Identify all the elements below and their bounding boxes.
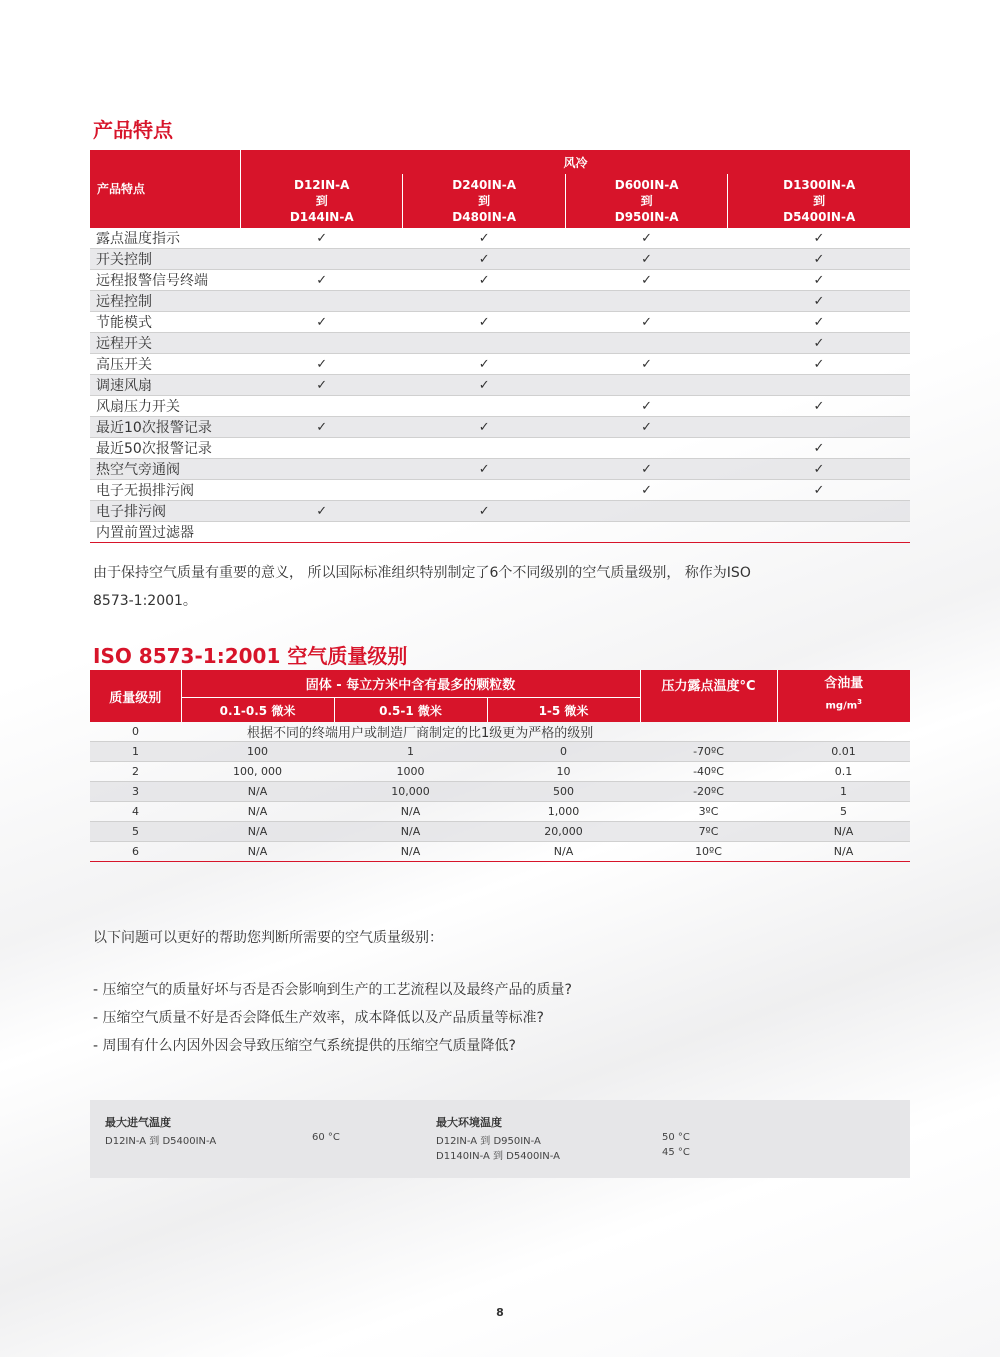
check-icon: ✓ (403, 459, 565, 480)
solids-header: 固体 - 每立方米中含有最多的颗粒数 (181, 670, 640, 698)
table-cell: N/A (487, 842, 640, 862)
table-cell: 100, 000 (181, 762, 334, 782)
page-number: 8 (496, 1306, 504, 1319)
check-icon: ✓ (241, 375, 403, 396)
table-cell: 3 (90, 782, 181, 802)
feature-name: 远程报警信号终端 (90, 270, 241, 291)
table-cell: 4 (90, 802, 181, 822)
table-cell: -20ºC (640, 782, 777, 802)
class-0-note: 根据不同的终端用户或制造厂商制定的比1级更为严格的级别 (181, 722, 910, 742)
model-to-word: 到 (478, 194, 491, 208)
dewpoint-header: 压力露点温度°C (640, 670, 777, 722)
empty-cell (565, 375, 727, 396)
check-icon: ✓ (728, 312, 910, 333)
table-cell: 1000 (334, 762, 487, 782)
table-row (90, 333, 910, 354)
check-icon: ✓ (565, 480, 727, 501)
empty-cell (565, 522, 727, 543)
oil-header-label: 含油量 (824, 676, 864, 691)
empty-cell (565, 291, 727, 312)
table-row (90, 782, 910, 802)
table-cell: N/A (181, 802, 334, 822)
check-icon: ✓ (565, 312, 727, 333)
table-cell: 20,000 (487, 822, 640, 842)
list-item: - 压缩空气的质量好坏与否是否会影响到生产的工艺流程以及最终产品的质量? (93, 976, 572, 1004)
check-icon: ✓ (565, 354, 727, 375)
table-cell: 0.1 (777, 762, 910, 782)
table-cell: 6 (90, 842, 181, 862)
check-icon: ✓ (403, 501, 565, 522)
ambient-range-2: D1140IN-A 到 D5400IN-A (436, 1151, 560, 1162)
iso-intro-line-1: 由于保持空气质量有重要的意义， 所以国际标准组织特别制定了6个不同级别的空气质量级别， 称作为ISO (93, 565, 751, 581)
model-to: D480IN-A (452, 210, 517, 224)
section-title-iso: ISO 8573-1:2001 空气质量级别 (93, 644, 408, 668)
check-icon: ✓ (728, 396, 910, 417)
check-icon: ✓ (728, 270, 910, 291)
table-row (90, 375, 910, 396)
empty-cell (241, 396, 403, 417)
quality-class-cell: 0 (90, 722, 181, 742)
empty-cell (403, 396, 565, 417)
check-icon: ✓ (565, 459, 727, 480)
feature-name: 远程开关 (90, 333, 241, 354)
table-cell: 1 (777, 782, 910, 802)
model-to-word: 到 (640, 194, 653, 208)
feature-name: 热空气旁通阀 (90, 459, 241, 480)
feature-name: 高压开关 (90, 354, 241, 375)
max-inlet-temp-label: 最大进气温度 (105, 1116, 171, 1129)
empty-cell (241, 291, 403, 312)
table-cell: 5 (90, 822, 181, 842)
model-from: D240IN-A (452, 178, 517, 192)
feature-name: 电子无损排污阀 (90, 480, 241, 501)
inlet-range: D12IN-A 到 D5400IN-A (105, 1136, 217, 1147)
empty-cell (728, 522, 910, 543)
iso-intro-line-2: 8573-1:2001。 (93, 593, 197, 609)
table-row (90, 742, 910, 762)
table-cell: 1,000 (487, 802, 640, 822)
check-icon: ✓ (565, 417, 727, 438)
check-icon: ✓ (241, 354, 403, 375)
feature-name: 最近10次报警记录 (90, 417, 241, 438)
table-row (90, 802, 910, 822)
check-icon: ✓ (403, 249, 565, 270)
oil-unit: $mg/m^3$ (825, 698, 863, 712)
empty-cell (728, 375, 910, 396)
check-icon: ✓ (241, 312, 403, 333)
check-icon: ✓ (728, 354, 910, 375)
list-item: - 周围有什么内因外因会导致压缩空气系统提供的压缩空气质量降低? (93, 1032, 572, 1060)
model-to: D5400IN-A (783, 210, 856, 224)
table-cell: 10,000 (334, 782, 487, 802)
check-icon: ✓ (403, 228, 565, 249)
table-cell: N/A (334, 822, 487, 842)
quality-class-header: 质量级别 (90, 670, 181, 722)
inlet-value: 60 °C (312, 1132, 340, 1143)
ambient-value-2: 45 °C (662, 1147, 690, 1158)
check-icon: ✓ (728, 480, 910, 501)
empty-cell (403, 522, 565, 543)
model-range-header (241, 174, 403, 228)
check-icon: ✓ (241, 228, 403, 249)
particle-size-header: 1-5 微米 (487, 698, 640, 723)
empty-cell (403, 480, 565, 501)
table-row (90, 354, 910, 375)
check-icon: ✓ (565, 396, 727, 417)
feature-name: 远程控制 (90, 291, 241, 312)
table-cell: N/A (777, 842, 910, 862)
table-row (90, 480, 910, 501)
feature-name: 开关控制 (90, 249, 241, 270)
table-row (90, 501, 910, 522)
empty-cell (565, 438, 727, 459)
table-row (90, 396, 910, 417)
table-cell: 7ºC (640, 822, 777, 842)
check-icon: ✓ (403, 375, 565, 396)
section-title-features: 产品特点 (93, 118, 173, 142)
table-cell: N/A (181, 782, 334, 802)
questions-intro: 以下问题可以更好的帮助您判断所需要的空气质量级别： (93, 930, 443, 946)
table-cell: 500 (487, 782, 640, 802)
empty-cell (728, 501, 910, 522)
table-row (90, 417, 910, 438)
check-icon: ✓ (728, 228, 910, 249)
air-cooled-header: 风冷 (241, 150, 911, 174)
table-row (90, 762, 910, 782)
check-icon: ✓ (403, 270, 565, 291)
empty-cell (241, 438, 403, 459)
table-cell: N/A (181, 822, 334, 842)
model-from: D12IN-A (294, 178, 350, 192)
model-to: D950IN-A (614, 210, 679, 224)
feature-name: 电子排污阀 (90, 501, 241, 522)
check-icon: ✓ (728, 333, 910, 354)
table-cell: 10ºC (640, 842, 777, 862)
model-to-word: 到 (315, 194, 328, 208)
check-icon: ✓ (241, 417, 403, 438)
table-cell: N/A (777, 822, 910, 842)
feature-name: 节能模式 (90, 312, 241, 333)
check-icon: ✓ (403, 312, 565, 333)
feature-name: 露点温度指示 (90, 228, 241, 249)
table-cell: 3ºC (640, 802, 777, 822)
check-icon: ✓ (565, 249, 727, 270)
check-icon: ✓ (565, 228, 727, 249)
table-row (90, 291, 910, 312)
table-row (90, 459, 910, 480)
list-item: - 压缩空气质量不好是否会降低生产效率，成本降低以及产品质量等标准? (93, 1004, 572, 1032)
table-row (90, 822, 910, 842)
empty-cell (403, 333, 565, 354)
table-cell: 0.01 (777, 742, 910, 762)
table-row (90, 722, 910, 742)
table-row (90, 270, 910, 291)
empty-cell (241, 480, 403, 501)
table-row (90, 842, 910, 862)
table-cell: 100 (181, 742, 334, 762)
model-to-word: 到 (813, 194, 826, 208)
table-row (90, 438, 910, 459)
table-cell: N/A (334, 842, 487, 862)
feature-name: 最近50次报警记录 (90, 438, 241, 459)
empty-cell (565, 333, 727, 354)
empty-cell (403, 291, 565, 312)
check-icon: ✓ (728, 291, 910, 312)
feature-name: 风扇压力开关 (90, 396, 241, 417)
check-icon: ✓ (565, 270, 727, 291)
feature-name: 调速风扇 (90, 375, 241, 396)
table-row (90, 228, 910, 249)
table-cell: 10 (487, 762, 640, 782)
features-corner-label: 产品特点 (90, 150, 241, 228)
table-cell: 1 (334, 742, 487, 762)
model-from: D1300IN-A (783, 178, 856, 192)
particle-size-header: 0.1-0.5 微米 (181, 698, 334, 723)
model-range-header (403, 174, 565, 228)
temperature-info-box (90, 1100, 910, 1178)
table-cell: -40ºC (640, 762, 777, 782)
empty-cell (403, 438, 565, 459)
check-icon: ✓ (403, 354, 565, 375)
table-cell: N/A (181, 842, 334, 862)
table-cell: N/A (334, 802, 487, 822)
model-range-header (728, 174, 910, 228)
ambient-value-1: 50 °C (662, 1132, 690, 1143)
quality-class-table (90, 670, 910, 862)
empty-cell (241, 522, 403, 543)
feature-name: 内置前置过滤器 (90, 522, 241, 543)
max-ambient-temp-label: 最大环境温度 (436, 1116, 502, 1129)
model-from: D600IN-A (614, 178, 679, 192)
empty-cell (241, 249, 403, 270)
particle-size-header: 0.5-1 微米 (334, 698, 487, 723)
table-row (90, 312, 910, 333)
table-cell: 2 (90, 762, 181, 782)
empty-cell (565, 501, 727, 522)
table-cell: -70ºC (640, 742, 777, 762)
check-icon: ✓ (728, 438, 910, 459)
model-range-header (565, 174, 727, 228)
oil-header (777, 670, 910, 722)
table-cell: 5 (777, 802, 910, 822)
check-icon: ✓ (241, 501, 403, 522)
table-row (90, 249, 910, 270)
iso-intro-paragraph (93, 559, 893, 615)
empty-cell (728, 417, 910, 438)
check-icon: ✓ (403, 417, 565, 438)
questions-list (93, 976, 572, 1060)
ambient-range-1: D12IN-A 到 D950IN-A (436, 1136, 541, 1147)
features-table (90, 150, 910, 543)
table-cell: 0 (487, 742, 640, 762)
empty-cell (241, 333, 403, 354)
check-icon: ✓ (728, 459, 910, 480)
table-cell: 1 (90, 742, 181, 762)
table-row (90, 522, 910, 543)
empty-cell (241, 459, 403, 480)
check-icon: ✓ (728, 249, 910, 270)
check-icon: ✓ (241, 270, 403, 291)
model-to: D144IN-A (289, 210, 354, 224)
